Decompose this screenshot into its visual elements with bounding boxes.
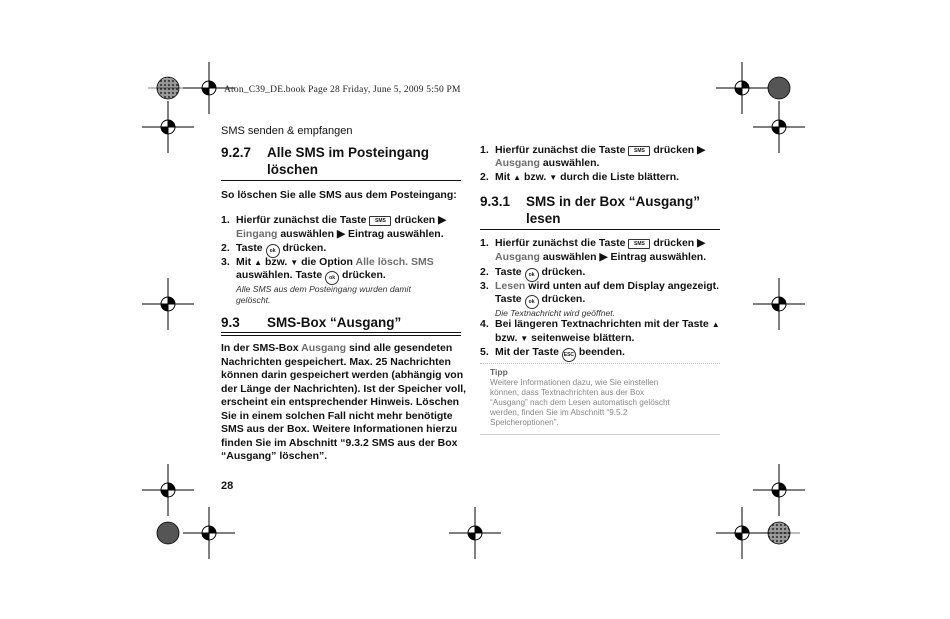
step-text: drücken. [282, 242, 327, 254]
para-line-5: erscheint ein entsprechender Hinweis. Löschen [221, 396, 460, 408]
left-step-3-note-line1: Alle SMS aus dem Posteingang wurden damit [236, 284, 411, 294]
step-text: durch die Liste blättern. [560, 171, 680, 183]
tip-title: Tipp [490, 367, 508, 377]
step-number: 2. [480, 266, 489, 278]
left-step-2 [221, 242, 461, 256]
esc-key-icon: ESC [562, 348, 576, 362]
tip-box [480, 363, 720, 435]
step-text: Bei längeren Textnachrichten mit der Taste [495, 318, 709, 330]
para-line-8: finden Sie im Abschnitt “9.3.2 SMS aus der Box [221, 436, 458, 449]
para-line-7: SMS aus der Box. Weitere Informationen hierzu [221, 423, 458, 435]
para-text: sind alle gesendeten [346, 342, 453, 354]
para-line-9: “Ausgang” löschen”. [221, 450, 328, 462]
step-number: 1. [480, 144, 489, 156]
para-line-4: der Länge der Nachrichten). Ist der Speicher voll, [221, 382, 467, 395]
arrow-up-icon: ▲ [254, 258, 263, 267]
ok-key-icon: ok [325, 271, 339, 285]
step-text: Taste [495, 293, 522, 305]
tip-line-5: Speicheroptionen”. [490, 418, 559, 427]
step-text: auswählen ▶ Eintrag auswählen. [542, 251, 707, 263]
step-text: Mit [236, 256, 252, 268]
step-text: drücken. [342, 269, 386, 281]
step-text: Hierfür zunächst die Taste [495, 237, 626, 249]
para-text: In der SMS-Box [221, 342, 302, 354]
step-text: auswählen ▶ Eintrag auswählen. [280, 228, 444, 240]
heading-931-title-line2: lesen [526, 211, 561, 226]
arrow-up-icon: ▲ [711, 320, 720, 329]
tip-line-4: werden, finden Sie im Abschnitt “9.5.2 [490, 408, 628, 417]
step-text: Hierfür zunächst die Taste [495, 144, 626, 156]
step-text: drücken. [541, 293, 586, 305]
print-header: Aton_C39_DE.book Page 28 Friday, June 5, 2009 5:50 PM [224, 85, 461, 95]
heading-93-number: 9.3 [221, 315, 240, 330]
menu-term-eingang: Eingang [236, 228, 278, 240]
ok-key-icon: ok [525, 268, 539, 282]
para-line-1 [221, 342, 452, 355]
menu-term-ausgang: Ausgang [495, 251, 540, 263]
right-step-4-line1 [480, 318, 720, 332]
heading-927-title-line1: Alle SMS im Posteingang [267, 145, 430, 160]
right-step-5 [480, 346, 720, 360]
step-text: bzw. [495, 332, 518, 344]
arrow-down-icon: ▼ [549, 173, 558, 182]
step-text: wird unten auf dem Display angezeigt. [528, 280, 720, 292]
heading-931-number: 9.3.1 [480, 194, 511, 209]
page-number: 28 [221, 480, 234, 492]
right-step-4-line2 [480, 332, 720, 346]
para-line-6: Sie in einem solchen Fall nicht mehr benötigte [221, 409, 453, 422]
left-step-3-line2 [221, 269, 461, 283]
heading-927-rule [221, 180, 461, 181]
right-top-step-2 [480, 171, 720, 185]
heading-927-title-line2: löschen [267, 162, 319, 177]
menu-term-ausgang: Ausgang [301, 342, 347, 354]
step-text: Taste [495, 266, 522, 278]
step-text: seitenweise blättern. [531, 332, 635, 344]
step-text: drücken ▶ [653, 237, 706, 249]
step-text: drücken ▶ [394, 214, 447, 226]
tip-line-3: “Ausgang” nach dem Lesen automatisch gelöscht [490, 398, 670, 407]
step-text: Mit [495, 171, 511, 183]
running-header: SMS senden & empfangen [221, 125, 353, 137]
tip-line-2: können, dass Textnachrichten aus der Box [490, 388, 645, 397]
sms-key-icon: SMS [369, 216, 391, 226]
right-step-3-line1 [480, 280, 720, 294]
step-text: Taste [236, 242, 263, 254]
step-text: auswählen. Taste [236, 269, 323, 281]
intro-text: So löschen Sie alle SMS aus dem Posteingang: [221, 189, 457, 201]
left-step-1-line2 [221, 228, 461, 242]
para-line-2: Nachrichten gespeichert. Max. 25 Nachrichten [221, 355, 451, 368]
para-line-3: können darin gespeichert werden (abhängig von [221, 369, 464, 381]
step-text: bzw. [264, 256, 288, 268]
step-number: 3. [480, 280, 489, 292]
step-text: bzw. [523, 171, 547, 183]
step-number: 2. [480, 171, 489, 183]
arrow-up-icon: ▲ [513, 173, 522, 182]
step-text: Hierfür zunächst die Taste [236, 214, 367, 226]
step-text: beenden. [578, 346, 625, 358]
heading-93-title: SMS-Box “Ausgang” [267, 315, 402, 330]
ok-key-icon: ok [525, 295, 539, 309]
heading-93-rule-top [221, 332, 461, 333]
right-top-step-1-line2 [480, 157, 720, 171]
step-text: auswählen. [542, 157, 600, 169]
left-step-3-line1 [221, 256, 461, 270]
left-step-3-note-line2: gelöscht. [236, 295, 271, 305]
step-number: 1. [221, 214, 230, 226]
right-top-step-1-line1 [480, 144, 720, 158]
step-text: Mit der Taste [495, 346, 559, 358]
right-step-1-line2 [480, 251, 720, 265]
tip-line-1: Weitere Informationen dazu, wie Sie einstellen [490, 378, 659, 387]
arrow-down-icon: ▼ [520, 334, 529, 343]
menu-term-alle-loesch: Alle lösch. SMS [355, 256, 434, 268]
step-number: 5. [480, 346, 489, 358]
step-number: 3. [221, 256, 230, 268]
menu-term-lesen: Lesen [495, 280, 526, 292]
step-number: 2. [221, 242, 230, 254]
step-text: drücken. [541, 266, 586, 278]
right-step-1-line1 [480, 237, 720, 251]
step-number: 1. [480, 237, 489, 249]
heading-931-title-line1: SMS in der Box “Ausgang” [526, 194, 701, 209]
step-text: die Option [301, 256, 353, 268]
step-number: 4. [480, 318, 489, 330]
sms-key-icon: SMS [628, 239, 650, 249]
heading-931-rule [480, 229, 720, 230]
heading-93-rule-bottom [221, 335, 461, 336]
sms-key-icon: SMS [628, 146, 650, 156]
right-step-3-note: Die Textnachricht wird geöffnet. [495, 308, 616, 318]
left-step-1-line1 [221, 214, 461, 228]
step-text: drücken ▶ [653, 144, 706, 156]
arrow-down-icon: ▼ [290, 258, 299, 267]
heading-927-number: 9.2.7 [221, 145, 252, 160]
ok-key-icon: ok [266, 244, 280, 258]
right-step-3-line2 [480, 293, 720, 307]
right-step-2 [480, 266, 720, 280]
menu-term-ausgang: Ausgang [495, 157, 540, 169]
